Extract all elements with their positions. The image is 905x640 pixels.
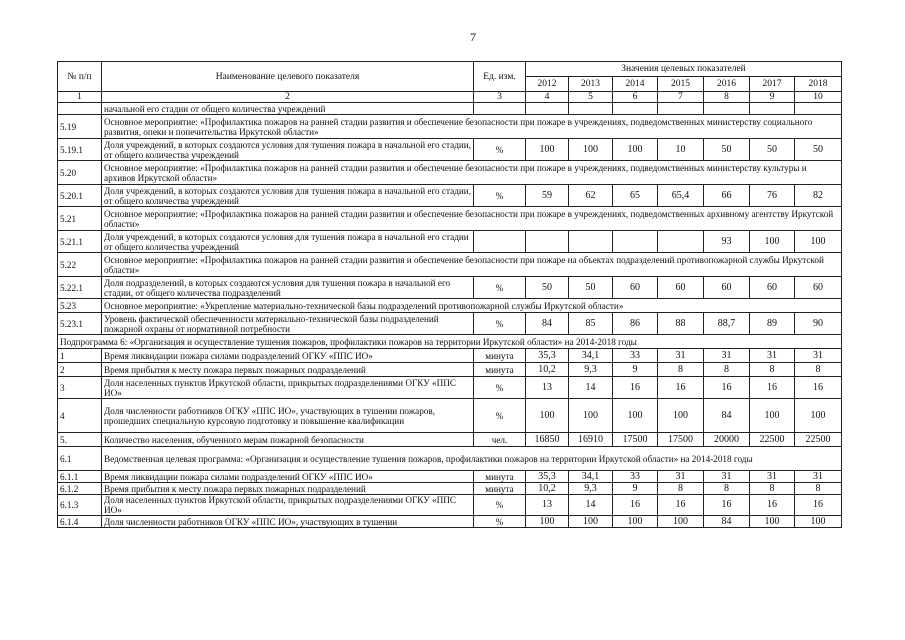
column-numbers-row: [58, 92, 842, 103]
value-cell: 100: [658, 516, 704, 528]
value-cell: 34,1: [569, 349, 613, 363]
column-number: 7: [658, 92, 704, 103]
row-number: 5.21: [58, 207, 102, 231]
value-cell: 16: [613, 495, 658, 516]
value-cell: 8: [795, 363, 842, 377]
indicator-row: [58, 231, 842, 253]
indicator-name: Время ликвидации пожара силами подразделений ОГКУ «ППС ИО»: [102, 471, 474, 483]
value-cell: 33: [613, 471, 658, 483]
indicator-name: Доля численности работников ОГКУ «ППС ИО», участвующих в тушении: [102, 516, 474, 528]
value-cell: 8: [658, 483, 704, 495]
value-cell: 65,4: [658, 185, 704, 207]
value-cell: 100: [526, 399, 569, 433]
indicator-row: [58, 483, 842, 495]
column-number: 1: [58, 92, 102, 103]
value-cell: 60: [795, 277, 842, 299]
indicator-name: Доля учреждений, в которых создаются условия для тушения пожара в начальной его стадии, от общего количества учреждений: [102, 139, 474, 161]
column-number: 10: [795, 92, 842, 103]
value-cell: 9: [613, 483, 658, 495]
activity-title: Основное мероприятие: «Профилактика пожаров на ранней стадии развития и обеспечение безопасности при пожаре в учреждениях, подведомственных архивному агентству Иркутской области»: [102, 207, 842, 231]
indicator-name: Доля численности работников ОГКУ «ППС ИО», участвующих в тушении пожаров, прошедших специальную курсовую подготовку и повышение квалификации: [102, 399, 474, 433]
activity-title: Основное мероприятие: «Профилактика пожаров на ранней стадии развития и обеспечение безопасности при пожаре на объектах подразделений противопожарной службы Иркутской области»: [102, 253, 842, 277]
column-number: 3: [474, 92, 526, 103]
value-cell: [474, 103, 526, 115]
value-cell: 8: [704, 363, 750, 377]
value-cell: 31: [795, 471, 842, 483]
header-row-1: [58, 62, 842, 77]
value-cell: 50: [526, 277, 569, 299]
indicator-name: Доля подразделений, в которых создаются условия для тушения пожара в начальной его стадии, от общего количества подразделений: [102, 277, 474, 299]
header-year: 2016: [704, 77, 750, 92]
value-cell: 31: [750, 349, 795, 363]
value-cell: 31: [658, 349, 704, 363]
row-number: 4: [58, 399, 102, 433]
value-cell: 88,7: [704, 313, 750, 335]
column-number: 6: [613, 92, 658, 103]
column-number: 5: [569, 92, 613, 103]
unit-cell: %: [474, 399, 526, 433]
row-number: 6.1.2: [58, 483, 102, 495]
unit-cell: %: [474, 185, 526, 207]
value-cell: 10: [658, 139, 704, 161]
value-cell: 100: [750, 231, 795, 253]
value-cell: 13: [526, 377, 569, 399]
value-cell: 59: [526, 185, 569, 207]
value-cell: 16: [704, 377, 750, 399]
value-cell: 60: [750, 277, 795, 299]
column-number: 2: [102, 92, 474, 103]
value-cell: 84: [526, 313, 569, 335]
indicator-name: Время ликвидации пожара силами подразделений ОГКУ «ППС ИО»: [102, 349, 474, 363]
row-number: 5.20: [58, 161, 102, 185]
value-cell: 93: [704, 231, 750, 253]
value-cell: 16: [750, 377, 795, 399]
value-cell: [526, 231, 569, 253]
value-cell: 16850: [526, 433, 569, 447]
column-number: 9: [750, 92, 795, 103]
indicator-name: Доля учреждений, в которых создаются условия для тушения пожара в начальной его стадии, от общего количества учреждений: [102, 185, 474, 207]
value-cell: 100: [613, 399, 658, 433]
value-cell: 9,3: [569, 483, 613, 495]
row-number: 1: [58, 349, 102, 363]
value-cell: [526, 103, 569, 115]
indicator-name: Количество населения, обученного мерам пожарной безопасности: [102, 433, 474, 447]
indicator-row: [58, 349, 842, 363]
unit-cell: %: [474, 139, 526, 161]
value-cell: 13: [526, 495, 569, 516]
indicator-name: Доля населенных пунктов Иркутской области, прикрытых подразделениями ОГКУ «ППС ИО»: [102, 377, 474, 399]
value-cell: 8: [704, 483, 750, 495]
value-cell: 16: [658, 495, 704, 516]
value-cell: [569, 231, 613, 253]
indicator-row: [58, 433, 842, 447]
header-name: Наименование целевого показателя: [102, 62, 474, 92]
value-cell: 66: [704, 185, 750, 207]
row-number: 6.1: [58, 447, 102, 471]
value-cell: 14: [569, 377, 613, 399]
value-cell: 62: [569, 185, 613, 207]
row-number: 5.22: [58, 253, 102, 277]
row-number: 5.23: [58, 299, 102, 313]
value-cell: 100: [569, 399, 613, 433]
indicator-row: [58, 363, 842, 377]
value-cell: [613, 103, 658, 115]
value-cell: 76: [750, 185, 795, 207]
value-cell: 85: [569, 313, 613, 335]
row-number: 5.23.1: [58, 313, 102, 335]
unit-cell: минута: [474, 349, 526, 363]
value-cell: 88: [658, 313, 704, 335]
value-cell: 100: [750, 399, 795, 433]
value-cell: 10,2: [526, 363, 569, 377]
column-number: 8: [704, 92, 750, 103]
unit-cell: минута: [474, 471, 526, 483]
row-number: 6.1.4: [58, 516, 102, 528]
value-cell: [704, 103, 750, 115]
value-cell: 22500: [795, 433, 842, 447]
header-year: 2013: [569, 77, 613, 92]
value-cell: 35,3: [526, 471, 569, 483]
header-values: Значения целевых показателей: [526, 62, 842, 77]
row-number: 5.19: [58, 115, 102, 139]
row-number: [58, 103, 102, 115]
value-cell: 8: [750, 363, 795, 377]
activity-row: [58, 299, 842, 313]
row-number: 2: [58, 363, 102, 377]
target-indicators-table: [57, 61, 842, 528]
value-cell: 100: [795, 399, 842, 433]
header-year: 2012: [526, 77, 569, 92]
subprogram-row: [58, 335, 842, 349]
row-number: 5.20.1: [58, 185, 102, 207]
value-cell: 16910: [569, 433, 613, 447]
indicator-name: Уровень фактической обеспеченности материально-технической базы подразделений пожарной охраны от нормативной потребности: [102, 313, 474, 335]
value-cell: 16: [613, 377, 658, 399]
value-cell: [658, 103, 704, 115]
value-cell: 16: [750, 495, 795, 516]
value-cell: 16: [658, 377, 704, 399]
value-cell: 10,2: [526, 483, 569, 495]
value-cell: 17500: [613, 433, 658, 447]
value-cell: 22500: [750, 433, 795, 447]
value-cell: 16: [795, 495, 842, 516]
value-cell: 31: [795, 349, 842, 363]
row-number: 6.1.3: [58, 495, 102, 516]
activity-title: Основное мероприятие: «Укрепление материально-технической базы подразделений противопожарной службы Иркутской области»: [102, 299, 842, 313]
indicator-row: [58, 139, 842, 161]
indicator-row: [58, 185, 842, 207]
header-year: 2014: [613, 77, 658, 92]
indicator-row: [58, 277, 842, 299]
value-cell: [569, 103, 613, 115]
header-year: 2015: [658, 77, 704, 92]
value-cell: 8: [795, 483, 842, 495]
value-cell: 50: [795, 139, 842, 161]
unit-cell: %: [474, 377, 526, 399]
value-cell: 33: [613, 349, 658, 363]
indicator-name: Доля населенных пунктов Иркутской области, прикрытых подразделениями ОГКУ «ППС ИО»: [102, 495, 474, 516]
activity-row: [58, 115, 842, 139]
indicator-row: [58, 516, 842, 528]
value-cell: [658, 231, 704, 253]
header-unit: Ед. изм.: [474, 62, 526, 92]
value-cell: 31: [750, 471, 795, 483]
value-cell: 14: [569, 495, 613, 516]
value-cell: 16: [795, 377, 842, 399]
value-cell: 35,3: [526, 349, 569, 363]
row-number: 5.21.1: [58, 231, 102, 253]
unit-cell: %: [474, 516, 526, 528]
value-cell: 60: [658, 277, 704, 299]
unit-cell: чел.: [474, 433, 526, 447]
value-cell: 9,3: [569, 363, 613, 377]
indicator-row: [58, 495, 842, 516]
value-cell: 31: [704, 471, 750, 483]
value-cell: 100: [569, 516, 613, 528]
indicator-name: начальной его стадии от общего количества учреждений: [102, 103, 474, 115]
value-cell: 8: [750, 483, 795, 495]
indicator-name: Время прибытия к месту пожара первых пожарных подразделений: [102, 363, 474, 377]
header-year: 2017: [750, 77, 795, 92]
value-cell: 89: [750, 313, 795, 335]
value-cell: 100: [795, 516, 842, 528]
value-cell: 100: [526, 516, 569, 528]
activity-row: [58, 253, 842, 277]
value-cell: 100: [526, 139, 569, 161]
value-cell: 84: [704, 399, 750, 433]
page-number: 7: [470, 30, 476, 44]
value-cell: 100: [613, 139, 658, 161]
value-cell: 100: [658, 399, 704, 433]
value-cell: 17500: [658, 433, 704, 447]
row-number: 5.19.1: [58, 139, 102, 161]
value-cell: 86: [613, 313, 658, 335]
value-cell: [795, 103, 842, 115]
row-number: 5.22.1: [58, 277, 102, 299]
value-cell: 100: [795, 231, 842, 253]
unit-cell: минута: [474, 363, 526, 377]
activity-row: [58, 207, 842, 231]
unit-cell: [474, 231, 526, 253]
subprogram-title: Подпрограмма 6: «Организация и осуществление тушения пожаров, профилактики пожаров на территории Иркутской области» на 2014-2018 годы: [58, 335, 842, 349]
value-cell: 31: [704, 349, 750, 363]
continuation-row: [58, 103, 842, 115]
value-cell: 50: [704, 139, 750, 161]
value-cell: 9: [613, 363, 658, 377]
row-number: 6.1.1: [58, 471, 102, 483]
value-cell: 84: [704, 516, 750, 528]
unit-cell: %: [474, 277, 526, 299]
value-cell: 50: [750, 139, 795, 161]
activity-title: Основное мероприятие: «Профилактика пожаров на ранней стадии развития и обеспечение безопасности при пожаре в учреждениях, подведомственных министерству культуры и архивов Иркутской области»: [102, 161, 842, 185]
indicator-row: [58, 377, 842, 399]
indicator-name: Доля учреждений, в которых создаются условия для тушения пожара в начальной его стадии от общего количества учреждений: [102, 231, 474, 253]
value-cell: 50: [569, 277, 613, 299]
value-cell: 60: [704, 277, 750, 299]
unit-cell: минута: [474, 483, 526, 495]
indicator-row: [58, 313, 842, 335]
activity-row: [58, 447, 842, 471]
value-cell: 16: [704, 495, 750, 516]
row-number: 5.: [58, 433, 102, 447]
header-no: № п/п: [58, 62, 102, 92]
value-cell: [613, 231, 658, 253]
value-cell: 82: [795, 185, 842, 207]
value-cell: 100: [750, 516, 795, 528]
value-cell: 100: [569, 139, 613, 161]
activity-title: Ведомственная целевая программа: «Организация и осуществление тушения пожаров, профилактики пожаров на территории Иркутской области» на 2014-2018 годы: [102, 447, 842, 471]
indicator-row: [58, 399, 842, 433]
indicator-row: [58, 471, 842, 483]
value-cell: 20000: [704, 433, 750, 447]
value-cell: 34,1: [569, 471, 613, 483]
activity-title: Основное мероприятие: «Профилактика пожаров на ранней стадии развития и обеспечение безопасности при пожаре в учреждениях, подведомственных министерству социального развития, опеки и попечительства Иркутской области»: [102, 115, 842, 139]
value-cell: 8: [658, 363, 704, 377]
column-number: 4: [526, 92, 569, 103]
value-cell: 60: [613, 277, 658, 299]
value-cell: [750, 103, 795, 115]
value-cell: 100: [613, 516, 658, 528]
value-cell: 31: [658, 471, 704, 483]
value-cell: 65: [613, 185, 658, 207]
value-cell: 90: [795, 313, 842, 335]
header-year: 2018: [795, 77, 842, 92]
unit-cell: %: [474, 495, 526, 516]
indicator-name: Время прибытия к месту пожара первых пожарных подразделений: [102, 483, 474, 495]
activity-row: [58, 161, 842, 185]
unit-cell: %: [474, 313, 526, 335]
row-number: 3: [58, 377, 102, 399]
